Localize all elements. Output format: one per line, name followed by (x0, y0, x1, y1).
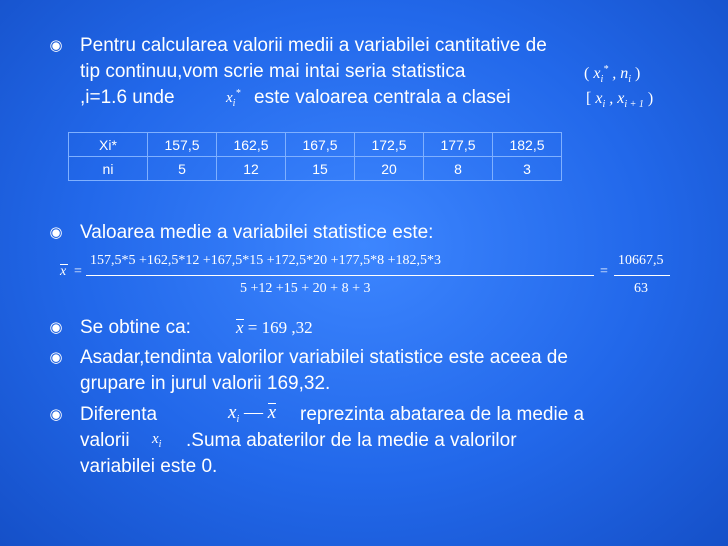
fraction-bar (86, 275, 594, 276)
interval-formula: [ $x_i$ , $x_{i + 1}$ ) (586, 90, 654, 110)
bullet-icon (48, 350, 64, 366)
table-cell: ni (69, 157, 148, 181)
bullet-4-line-2: grupare in jurul valorii 169,32. (80, 373, 331, 394)
bullet-2-text: Valoarea medie a variabilei statistice este: (80, 222, 434, 243)
xi-formula: $x_i$ (152, 431, 162, 450)
table-cell: 182,5 (493, 133, 562, 157)
result-numerator: 10667,5 (618, 253, 664, 268)
bullet-4-line-1: Asadar,tendinta valorilor variabilei statistice este aceea de (80, 347, 568, 368)
bullet-1-line-3a: ,i=1.6 unde (80, 87, 175, 108)
bullet-5-line-1b: reprezinta abatarea de la medie a (300, 404, 585, 425)
frequency-table (68, 132, 562, 181)
minus-sign: — (243, 402, 263, 423)
result-denominator: 63 (634, 281, 648, 296)
bullet-icon (48, 225, 64, 241)
bullet-icon (48, 320, 64, 336)
table-cell: 15 (286, 157, 355, 181)
mean-symbol: x (60, 264, 67, 279)
equals-sign: = (600, 264, 608, 279)
deviation-xi: $x_i$ (228, 402, 240, 425)
bullet-5-line-3: variabilei este 0. (80, 456, 218, 477)
mean-formula (60, 250, 700, 300)
table-cell: 162,5 (217, 133, 286, 157)
bullet-icon (48, 407, 64, 423)
bullet-5-line-2b: .Suma abaterilor de la medie a valorilor (186, 430, 517, 451)
table-cell: 177,5 (424, 133, 493, 157)
mean-value-formula (236, 318, 313, 338)
table-cell: 12 (217, 157, 286, 181)
bullet-5-line-1a: Diferenta (80, 404, 158, 425)
table-row-ni (69, 157, 562, 181)
bullet-3-text: Se obtine ca: (80, 317, 191, 338)
table-row-xi (69, 133, 562, 157)
table-cell: 3 (493, 157, 562, 181)
table-cell: 8 (424, 157, 493, 181)
table-cell: Xi* (69, 133, 148, 157)
mean-symbol: x (236, 318, 244, 337)
table-cell: 5 (148, 157, 217, 181)
series-pair-formula: ( $x_i^*$ , $n_i$ ) (584, 64, 641, 85)
table-cell: 20 (355, 157, 424, 181)
table-cell: 157,5 (148, 133, 217, 157)
bullet-1-line-3b: este valoarea centrala a clasei (254, 87, 511, 108)
bullet-1-line-2: tip continuu,vom scrie mai intai seria statistica (80, 61, 466, 82)
bullet-icon (48, 38, 64, 54)
xi-star-formula: $x_i^*$ (226, 88, 241, 109)
deviation-xbar: x (267, 402, 277, 423)
mean-value: = 169 ,32 (247, 318, 313, 337)
bullet-1-line-1: Pentru calcularea valorii medii a variabilei cantitative de (80, 35, 547, 56)
bullet-5-line-2a: valorii (80, 430, 130, 451)
formula-numerator: 157,5*5 +162,5*12 +167,5*15 +172,5*20 +177,5*8 +182,5*3 (90, 253, 441, 268)
table-cell: 172,5 (355, 133, 424, 157)
table-cell: 167,5 (286, 133, 355, 157)
formula-denominator: 5 +12 +15 + 20 + 8 + 3 (240, 281, 371, 296)
equals-sign: = (74, 264, 82, 279)
fraction-bar (614, 275, 670, 276)
deviation-formula (228, 402, 276, 425)
